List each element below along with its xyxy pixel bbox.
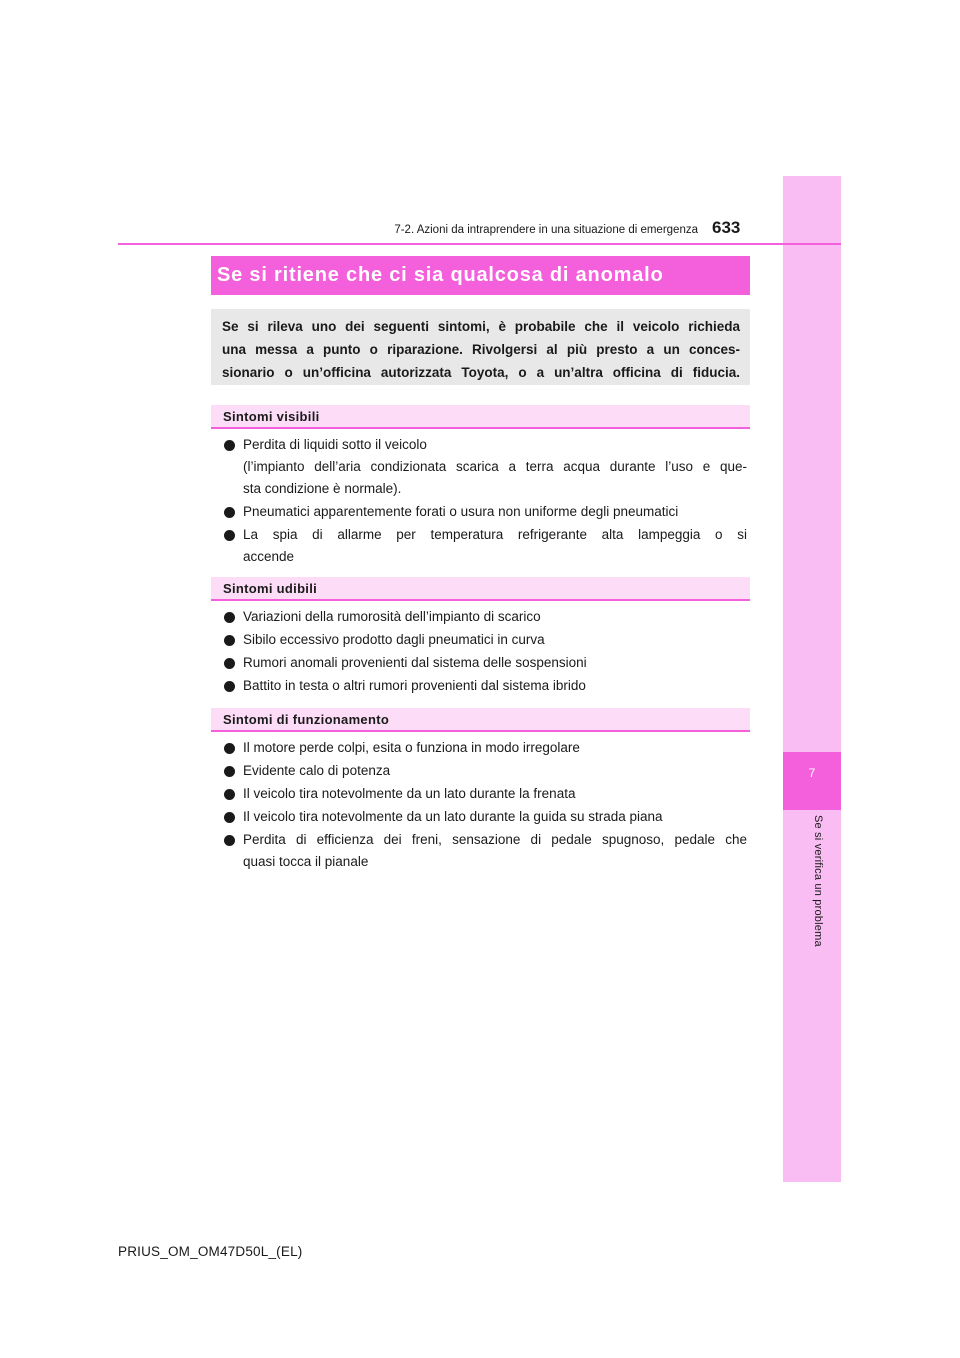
document-code: PRIUS_OM_OM47D50L_(EL) <box>118 1244 303 1259</box>
visible-symptoms-list <box>223 434 747 569</box>
header-divider <box>118 243 841 245</box>
list-item-text: Perdita di efficienza dei freni, sensazione di pedale spugnoso, pedale che <box>243 832 747 847</box>
list-item <box>223 434 747 500</box>
chapter-side-tab <box>783 176 841 1182</box>
section-heading-visible-symptoms <box>211 405 750 429</box>
list-item-text: La spia di allarme per temperatura refrigerante alta lampeggia o si <box>243 527 747 542</box>
section-heading-text: Sintomi visibili <box>223 409 320 424</box>
intro-line: Se si rileva uno dei seguenti sintomi, è probabile che il veicolo richieda <box>222 319 740 334</box>
chapter-title: Se si verifica un problema <box>812 815 824 947</box>
bullet-icon <box>224 789 235 800</box>
list-item-text: Il motore perde colpi, esita o funziona in modo irregolare <box>243 740 580 755</box>
list-item-subtext: accende <box>243 549 295 564</box>
bullet-icon <box>224 530 235 541</box>
bullet-icon <box>224 612 235 623</box>
bullet-icon <box>224 681 235 692</box>
bullet-icon <box>224 440 235 451</box>
intro-line: una messa a punto o riparazione. Rivolgersi al più presto a un conces- <box>222 342 740 357</box>
list-item <box>223 806 747 828</box>
page-title: Se si ritiene che ci sia qualcosa di anomalo <box>217 264 664 286</box>
list-item <box>223 606 747 628</box>
header-section-title: 7-2. Azioni da intraprendere in una situazione di emergenza <box>394 224 698 236</box>
page-number: 633 <box>712 218 741 237</box>
list-item <box>223 675 747 697</box>
list-item-text: Pneumatici apparentemente forati o usura non uniforme degli pneumatici <box>243 504 679 519</box>
list-item-text: Variazioni della rumorosità dell’impianto di scarico <box>243 609 541 624</box>
list-item-text: Battito in testa o altri rumori provenienti dal sistema ibrido <box>243 678 586 693</box>
section-heading-text: Sintomi di funzionamento <box>223 712 390 727</box>
list-item <box>223 629 747 651</box>
section-heading-text: Sintomi udibili <box>223 581 318 596</box>
list-item-subtext: quasi tocca il pianale <box>243 854 369 869</box>
bullet-icon <box>224 766 235 777</box>
list-item-subtext: sta condizione è normale). <box>243 481 402 496</box>
list-item <box>223 737 747 759</box>
list-item-text: Rumori anomali provenienti dal sistema delle sospensioni <box>243 655 587 670</box>
list-item-text: Perdita di liquidi sotto il veicolo <box>243 437 427 452</box>
list-item-subtext: (l’impianto dell’aria condizionata scarica a terra acqua durante l’uso e que- <box>243 459 747 474</box>
chapter-number: 7 <box>808 766 816 780</box>
list-item <box>223 783 747 805</box>
bullet-icon <box>224 743 235 754</box>
list-item-text: Evidente calo di potenza <box>243 763 391 778</box>
bullet-icon <box>224 835 235 846</box>
list-item <box>223 652 747 674</box>
chapter-number-block <box>783 752 841 810</box>
bullet-icon <box>224 658 235 669</box>
audible-symptoms-list <box>223 606 747 698</box>
list-item-text: Il veicolo tira notevolmente da un lato durante la frenata <box>243 786 576 801</box>
bullet-icon <box>224 635 235 646</box>
intro-box <box>211 309 750 385</box>
page-title-bar <box>211 256 750 295</box>
section-heading-audible-symptoms <box>211 577 750 601</box>
operation-symptoms-list <box>223 737 747 874</box>
list-item <box>223 501 747 523</box>
list-item <box>223 829 747 873</box>
intro-line: sionario o un’officina autorizzata Toyota, o a un’altra officina di fiducia. <box>222 365 740 380</box>
list-item <box>223 524 747 568</box>
bullet-icon <box>224 812 235 823</box>
list-item <box>223 760 747 782</box>
list-item-text: Sibilo eccessivo prodotto dagli pneumatici in curva <box>243 632 545 647</box>
bullet-icon <box>224 507 235 518</box>
intro-text <box>222 315 740 384</box>
list-item-text: Il veicolo tira notevolmente da un lato durante la guida su strada piana <box>243 809 663 824</box>
section-heading-operation-symptoms <box>211 708 750 732</box>
